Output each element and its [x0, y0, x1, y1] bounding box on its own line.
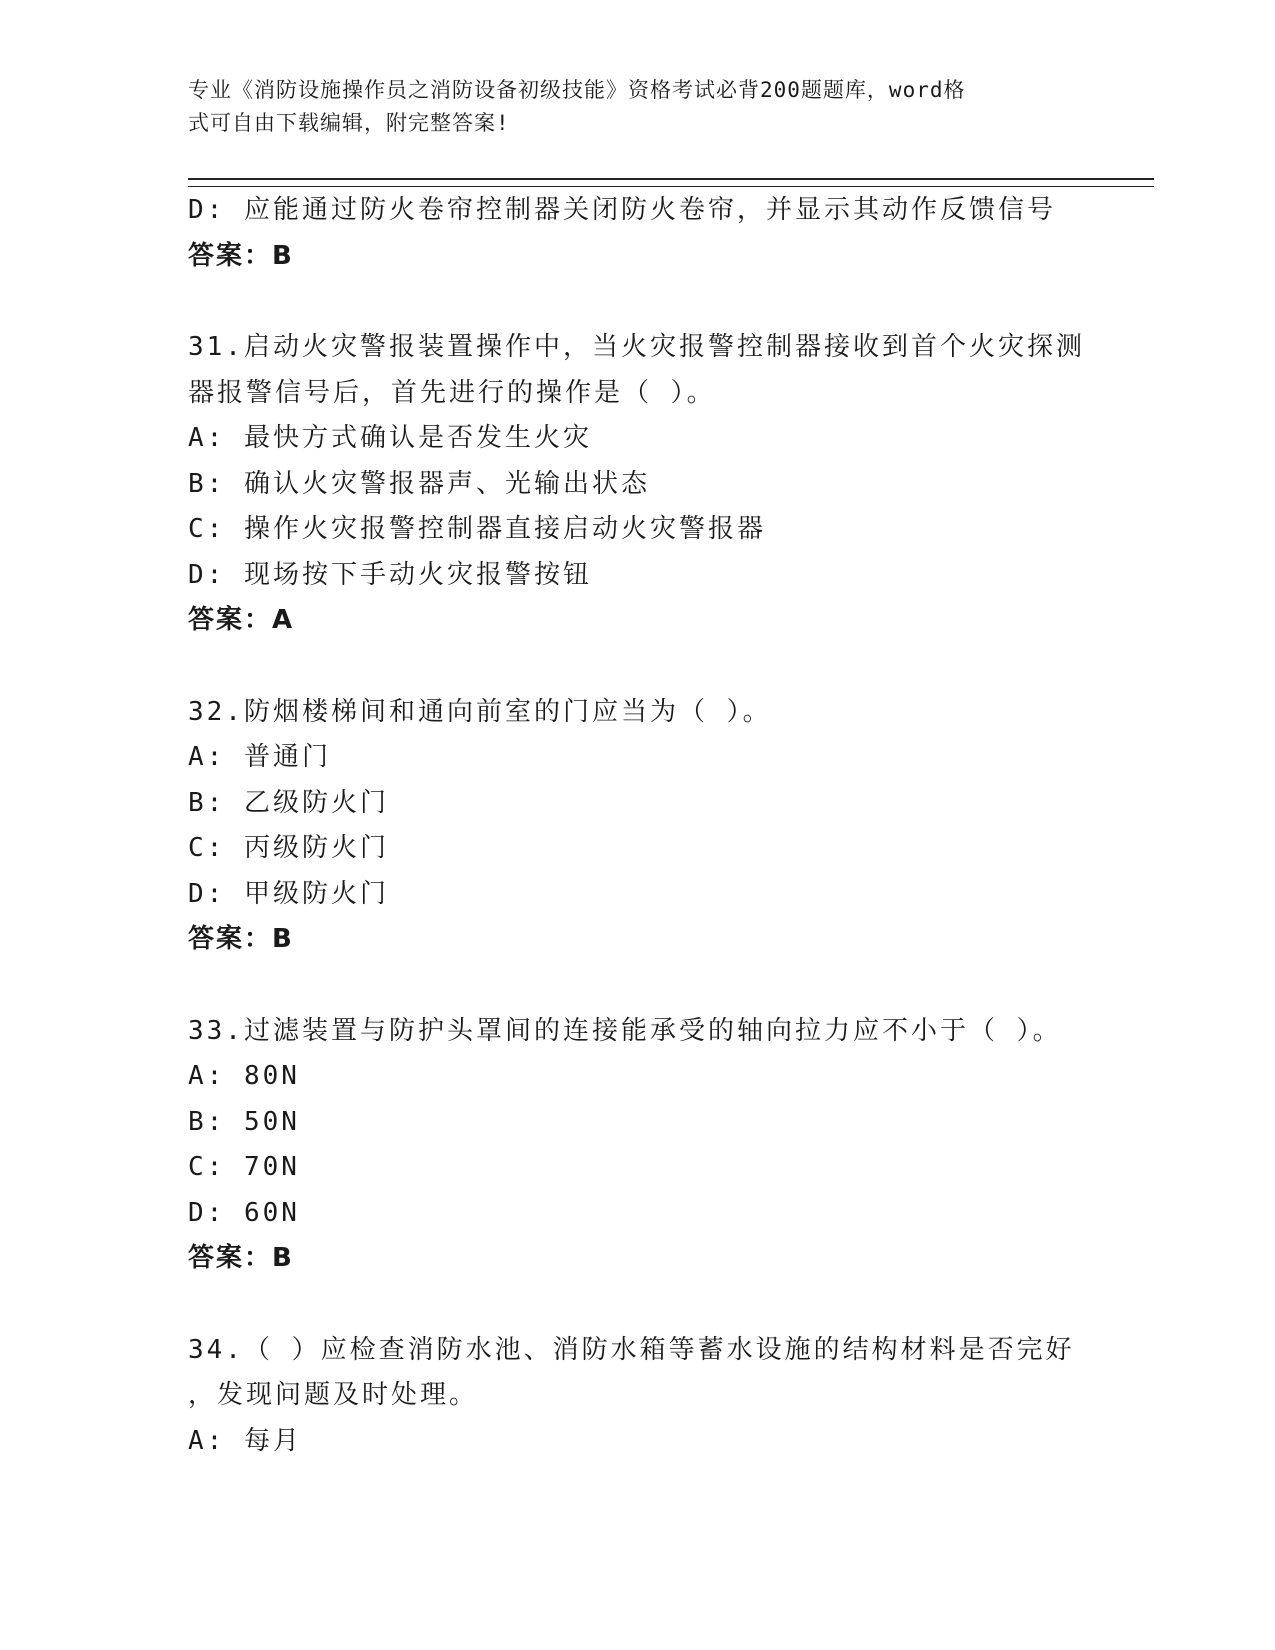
answer-line: 答案：B [188, 240, 294, 271]
option-c: C: 操作火灾报警控制器直接启动火灾警报器 [188, 514, 766, 544]
option-a: A: 每月 [188, 1425, 302, 1456]
spacer [188, 279, 1088, 325]
question-line: 32.防烟楼梯间和通向前室的门应当为（ ）。 [188, 696, 772, 727]
question-32 [188, 690, 1088, 963]
question-line: 34.（ ）应检查消防水池、消防水箱等蓄水设施的结构材料是否完好 [188, 1334, 1075, 1365]
option-d: D: 60N [188, 1197, 300, 1228]
spacer [188, 644, 1088, 690]
option-b: B: 乙级防火门 [188, 787, 389, 818]
option-d: D: 现场按下手动火灾报警按钮 [188, 559, 592, 590]
spacer [188, 1282, 1088, 1328]
header-line-2: 式可自由下载编辑，附完整答案! [188, 111, 510, 135]
option-a: A: 最快方式确认是否发生火灾 [188, 423, 592, 453]
option-c: C: 丙级防火门 [188, 833, 389, 863]
question-line: ，发现问题及时处理。 [188, 1380, 479, 1410]
option-b: B: 50N [188, 1106, 300, 1137]
option-d: D: 应能通过防火卷帘控制器关闭防火卷帘，并显示其动作反馈信号 [188, 195, 1056, 225]
header-divider [188, 178, 1154, 187]
question-line: 器报警信号后，首先进行的操作是（ ）。 [188, 377, 716, 408]
option-a: A: 80N [188, 1061, 300, 1091]
question-line: 33.过滤装置与防护头罩间的连接能承受的轴向拉力应不小于（ ）。 [188, 1015, 1062, 1046]
spacer [188, 963, 1088, 1009]
header-line-1: 专业《消防设施操作员之消防设备初级技能》资格考试必背200题题库，word格 [188, 78, 966, 102]
previous-question-tail [188, 188, 1088, 279]
question-31 [188, 325, 1088, 644]
question-line: 31.启动火灾警报装置操作中，当火灾报警控制器接收到首个火灾探测 [188, 332, 1085, 362]
question-34 [188, 1328, 1088, 1465]
answer-line: 答案：B [188, 1243, 294, 1273]
page-header [188, 74, 1068, 140]
question-33 [188, 1009, 1088, 1282]
document-body [188, 188, 1088, 1464]
question-text [188, 325, 1088, 416]
option-a: A: 普通门 [188, 742, 331, 772]
option-b: B: 确认火灾警报器声、光输出状态 [188, 468, 650, 499]
option-d: D: 甲级防火门 [188, 878, 389, 909]
option-c: C: 70N [188, 1152, 300, 1182]
answer-line: 答案：A [188, 605, 295, 635]
answer-line: 答案：B [188, 924, 294, 954]
